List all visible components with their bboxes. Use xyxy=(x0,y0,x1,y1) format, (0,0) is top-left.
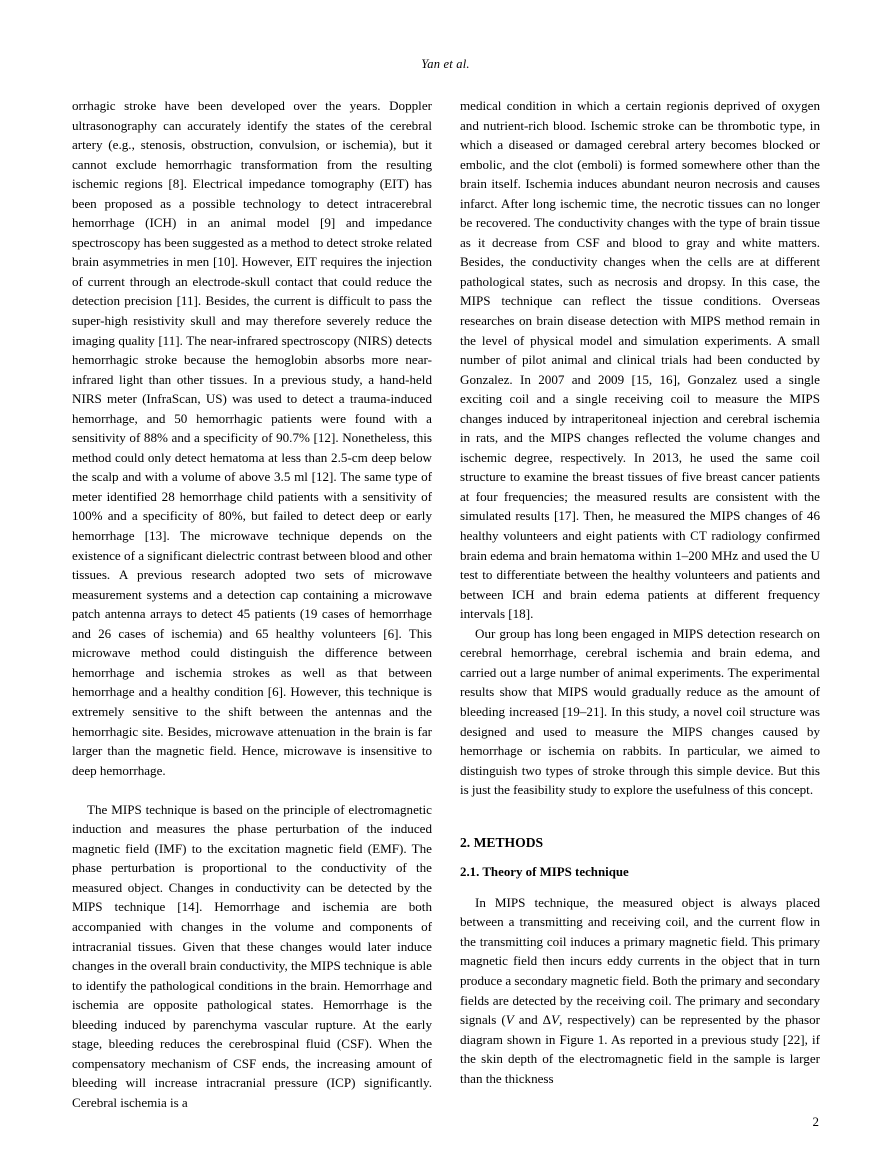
theory-text-part-3: , respectively) can be represented by the phasor diagram shown in Figure 1. As reported in a previous study [22], if the skin depth of the electromagnetic field in the sample is larger than the thickness xyxy=(460,1012,820,1086)
theory-text-part-2: and Δ xyxy=(513,1012,552,1028)
subsection-heading-theory-of-mips: 2.1. Theory of MIPS technique xyxy=(460,865,629,880)
paragraph-intro-continued: orrhagic stroke have been developed over the years. Doppler ultrasonography can accurately identify the states of the cerebral artery (e.g., stenosis, obstruction, convulsion, or ischemia), but it cannot exclude hemorrhagic transformation from the resulting ischemic regions [8]. Electrical impedance tomography (EIT) has been proposed as a possible technology to detect intracerebral hemorrhage (ICH) in an animal model [9] and impedance spectroscopy has been suggested as a method to detect stroke related brain asymmetries in men [10]. However, EIT requires the injection of current through an electrode-skull contact that could reduce the detection precision [11]. Besides, the current is difficult to pass the super-high resistivity skull and may therefore severely reduce the imaging quality [11]. The near-infrared spectroscopy (NIRS) detects hemorrhagic stroke because the hemoglobin absorbs more near-infrared light than other tissues. In a previous study, a hand-held NIRS meter (InfraScan, US) was used to detect a trauma-induced hemorrhage, and 50 hemorrhagic patients were found with a sensitivity of 88% and a specificity of 90.7% [12]. Nonetheless, this method could only detect hematoma at less than 2.5-cm deep below the scalp and with a volume of above 3.5 ml [12]. The same type of meter identified 28 hemorrhage child patients with a sensitivity of 100% and a specificity of 80%, but failed to detect deep or early hemorrhage [13]. The microwave technique depends on the existence of a significant dielectric contrast between blood and other tissues. A previous research adopted two sets of microwave measurement systems and a detection cap containing a microwave patch antenna arrays to detect 45 patients (19 cases of hemorrhage and 26 cases of ischemia) and 65 healthy volunteers [6]. This microwave method could distinguish the difference between hemorrhage and ischemia strokes as well as that between hemorrhage and a healthy condition [6]. However, this technique is extremely sensitive to the shift between the antennas and the hemorrhagic site. Besides, microwave attenuation in the brain is far larger than the magnetic field. Hence, microwave is insensitive to deep hemorrhage. xyxy=(72,98,432,778)
right-column xyxy=(460,96,820,1088)
paragraph-mips-principle: The MIPS technique is based on the principle of electromagnetic induction and measures the phase perturbation of the induced magnetic field (IMF) to the excitation magnetic field (EMF). The phase perturbation is proportional to the conductivity of the measured object. Changes in conductivity can be detected by the MIPS technique [14]. Hemorrhage and ischemia are both accompanied with changes in the volume and components of intracranial tissues. Given that these changes would later induce changes in the overall brain conductivity, the MIPS technique is able to identify the pathological conditions in the brain. Hemorrhage and ischemia are opposite pathological states. Hemorrhage is the bleeding induced by parenchyma vascular rupture. At the early stage, bleeding reduces the cerebrospinal fluid (CSF). When the compensatory mechanism of CSF ends, the increasing amount of bleeding will increase intracranial pressure (ICP) significantly. Cerebral ischemia is a xyxy=(72,801,432,1110)
theory-text-part-1: In MIPS technique, the measured object is always placed between a transmitting and receiving coil, and the current flow in the transmitting coil induces a primary magnetic field. This primary magnetic field then incurs eddy currents in the object that in turn produce a secondary magnetic field. Both the primary and secondary fields are detected by the receiving coil. The primary and secondary signals ( xyxy=(460,894,820,1028)
two-column-body xyxy=(72,96,820,1110)
paragraph-ischemia-continued: medical condition in which a certain regionis deprived of oxygen and nutrient-rich blood. Ischemic stroke can be thrombotic type, in which a diseased or damaged cerebral artery becomes blocked or embolic, and the clot (emboli) is formed somewhere other than the brain itself. Ischemia induces abundant neuron necrosis and causes infarct. After long ischemic time, the necrotic tissues can no longer be recovered. The conductivity changes with the type of brain tissue as it decrease from CSF and blood to gray and white matters. Besides, the conductivity changes when the cells are at different pathological states, such as necrosis and dropsy. In this case, the MIPS technique can reflect the tissue conditions. Overseas researches on brain disease detection with MIPS method remain in the level of physical model and simulation experiments. A small number of pilot animal and clinical trials had been conducted by Gonzalez. In 2007 and 2009 [15, 16], Gonzalez used a single exciting coil and a single receiving coil to measure the MIPS changes induced by intraperitoneal injection and cerebral ischemia in rats, and the MIPS changes reflected the volume changes and ischemic degree, respectively. In 2013, he used the same coil structure to examine the breast tissues of five breast cancer patients at four frequencies; the measured results are consistent with the simulated results [17]. Then, he measured the MIPS changes of 46 healthy volunteers and eight patients with CT radiology confirmed brain edema and brain hematoma within 1–200 MHz and used the U test to differentiate between the healthy volunteers and patients and between ICH and brain edema patients at different frequency intervals [18]. xyxy=(460,98,820,622)
running-head: Yan et al. xyxy=(421,57,470,71)
paragraph-our-group: Our group has long been engaged in MIPS detection research on cerebral hemorrhage, cerebral ischemia and brain edema, and carried out a large number of animal experiments. The experimental results show that MIPS would gradually reduce as the amount of bleeding increased [19–21]. In this study, a novel coil structure was designed and used to measure the MIPS changes caused by hemorrhage or ischemia on rabbits. In particular, we aimed to distinguish two types of stroke through this simple device. But this is just the feasibility study to explore the usefulness of this concept. xyxy=(460,625,820,798)
page-number: 2 xyxy=(812,1114,819,1129)
section-heading-methods: 2. METHODS xyxy=(460,834,544,850)
symbol-v: V xyxy=(505,1012,514,1028)
left-column xyxy=(72,96,432,1112)
symbol-delta-v: V xyxy=(551,1012,560,1028)
paragraph-theory-of-mips xyxy=(460,893,820,1088)
